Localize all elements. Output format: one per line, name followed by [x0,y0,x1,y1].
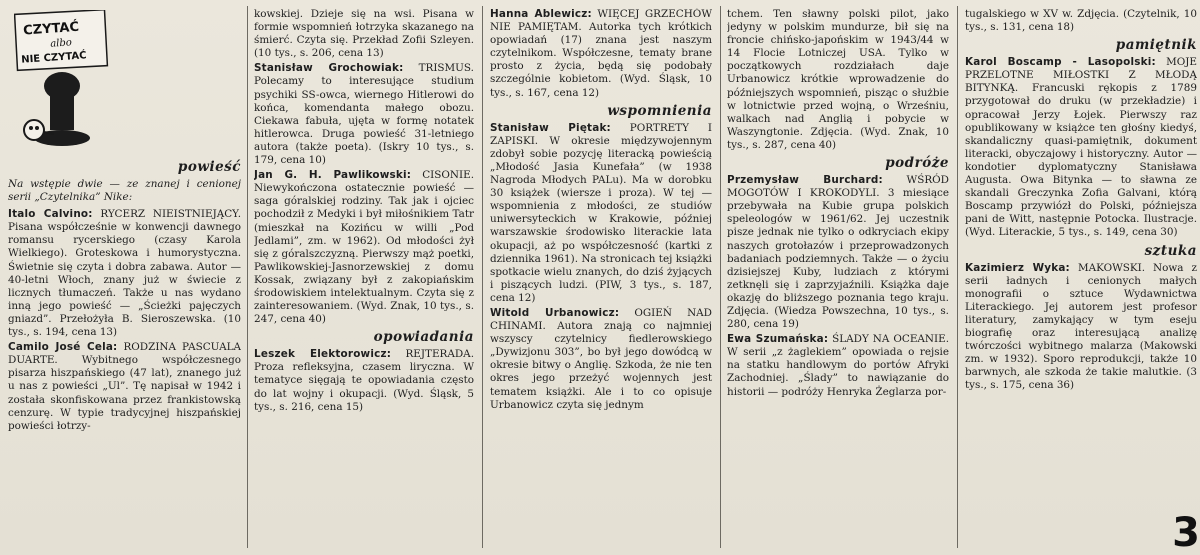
review-wyka [965,262,1197,393]
review-text: MOJE PRZELOTNE MIŁOSTKI Z MŁODĄ BITYNKĄ. Francuski rękopis z 1789 przygotował do druku (w przekładzie) i opracował Jerzy Łojek. Pierwszy raz opublikowany w książce ten głośny kiedyś, skandaliczny quasi-pamiętnik, dokument literacki, obyczajowy i historyczny. Autor — kondotier dyplomatyczny Stanisława Augusta. Owa Bitynka — to sławna ze skandali Greczynka Zofia Galvani, którą Boscamp przywiózł do Polski, późniejsza pani de Witt, następnie Potocka. Ilustracje. (Wyd. Literackie, 5 tys., s. 149, cena 30) [965,56,1197,239]
author-name: Przemysław Burchard: [727,174,883,187]
section-heading-powiesc: powieść [177,159,241,175]
review-cela [8,341,241,433]
author-name: Camilo José Cela: [8,341,118,354]
column-divider [957,6,958,548]
review-grochowiak [254,62,474,167]
intro-text: Na wstępie dwie — ze znanej i cenionej serii „Czytelnika” Nike: [8,178,241,204]
review-szumanska [727,333,949,398]
author-name: Ewa Szumańska: [727,333,829,346]
review-elektorowicz [254,348,474,413]
review-urbanowicz [490,307,712,412]
czytac-logo [14,10,110,156]
logo-line-1: CZYTAĆ [22,19,80,39]
review-continued: kowskiej. Dzieje się na wsi. Pisana w formie wspomnień łotrzyka skazanego na śmierć. Czyta się. Przekład Zofii Szleyen. (10 tys., s. 206, cena 13) [254,8,474,60]
logo-drawing [14,10,110,156]
column-divider [482,6,483,548]
section-heading-pamietnik: pamiętnik [1115,37,1197,54]
logo-line-3: NIE CZYTAĆ [20,50,87,66]
author-name: Kazimierz Wyka: [965,261,1070,274]
review-text: OGIEŃ NAD CHINAMI. Autora znają co najmniej wszyscy czytelnicy fiedlerowskiego „Dywizjonu 303”, bo był jego dowódcą w okresie bitwy o Anglię. Szkoda, że nie ten okres jego przeżyć wojennych jest tematem książki. Ale i to co opisuje Urbanowicz czyta się jednym [490,306,712,411]
review-text: WŚRÓD MOGOTÓW I KROKODYLI. 3 miesiące przebywała na Kubie grupa polskich speleologów w 1961/62. Jej uczestnik pisze jednak nie tylko o odkryciach ekipy naszych grotołazów i przeprowadzonych badaniach podziemnych. Także — o życiu dzisiejszej Kuby, ludziach z którymi zetknęli się i zaprzyjaźnili. Książka daje okazję do bliższego poznania tego kraju. Zdjęcia. (Wiedza Powszechna, 10 tys., s. 280, cena 19) [727,174,949,331]
column-divider [247,6,248,548]
column-1 [8,8,241,548]
review-text: CISONIE. Niewykończona ostatecznie powieść — saga góralskiej rodziny. Tak jak i ojciec pochodził z Medyki i był miłośnikiem Tatr (mieszkał na Kozińcu w willi „Pod Jedlami”, zm. w 1962). Od młodości żył się z góralszczyzną. Pierwszy mąż poetki, Pawlikowskiej-Jasnorzewskiej z domu Kossak, związany był z zakopiańskim środowiskiem intelektualnym. Czyta się z zainteresowaniem. (Wyd. Znak, 10 tys., s. 247, cena 40) [254,169,474,326]
column-2 [254,8,474,548]
page-number: 3 [1172,510,1200,555]
review-burchard [727,174,949,331]
column-divider [720,6,721,548]
author-name: Karol Boscamp - Lasopolski: [965,56,1156,69]
review-continued: tugalskiego w XV w. Zdjęcia. (Czytelnik, 10 tys., s. 131, cena 18) [965,8,1197,34]
section-heading-wspomnienia: wspomnienia [607,102,712,119]
column-4 [727,8,949,548]
author-name: Witold Urbanowicz: [490,306,620,319]
author-name: Hanna Ablewicz: [490,8,592,20]
section-heading-opowiadania: opowiadania [373,329,474,346]
author-name: Leszek Elektorowicz: [254,348,392,361]
review-pawlikowski [254,169,474,326]
review-text: ŚLADY NA OCEANIE. W serii „z żaglekiem” opowiada o rejsie na statku handlowym do portów Afryki Zachodniej. „Ślady” to nawiązanie do historii — podróży Henryka Żeglarza por- [727,333,949,398]
review-text: REJTERADA. Proza refleksyjna, czasem liryczna. W tematyce sięgają te opowiadania często do lat wojny i okupacji. (Wyd. Śląsk, 5 tys., s. 216, cena 15) [254,348,474,413]
section-heading-podroze: podróże [885,155,949,172]
column-5 [965,8,1197,548]
review-calvino [8,208,241,339]
review-continued: tchem. Ten sławny polski pilot, jako jedyny w polskim mundurze, bił się na froncie chińsko-japońskim w 1943/44 w 14 Flocie Lotniczej USA. Tylko w początkowych rozdziałach daje Urbanowicz krótkie wprowadzenie do późniejszych wspomnień, pisząc o służbie w lotnictwie przed wojną, o Wrześniu, walkach nad Anglią i pobycie w Waszyngtonie. Zdjęcia. (Wyd. Znak, 10 tys., s. 287, cena 40) [727,8,949,151]
author-name: Stanisław Piętak: [490,121,611,134]
author-name: Jan G. H. Pawlikowski: [254,169,412,182]
column-3 [490,8,712,548]
review-text: RYCERZ NIEISTNIEJĄCY. Pisana współcześnie w konwencji dawnego romansu rycerskiego (czasy Karola Wielkiego). Groteskowa i humorystyczna. Świetnie się czyta i dobra zabawa. Autor — 40-letni Włoch, znany już w świecie z licznych tłumaczeń. Także u nas wydano inną jego powieść — „Ścieżki pajęczych gniazd”. Przełożyła B. Sieroszewska. (10 tys., s. 194, cena 13) [8,208,241,339]
review-boscamp [965,56,1197,239]
review-text: WIĘCEJ GRZECHÓW NIE PAMIĘTAM. Autorka tych krótkich opowiadań (17) znana jest naszym czytelnikom. Współczesne, tematy brane prosto z życia, będą się podobały szczególnie kobietom. (Wyd. Śląsk, 10 tys., s. 167, cena 12) [490,8,712,99]
review-text: RODZINA PASCUALA DUARTE. Wybitnego współczesnego pisarza hiszpańskiego (47 lat), znanego już u nas z powieści „Ul”. Tę napisał w 1942 i została skonfiskowana przez frankistowską cenzurę. W typie tradycyjnej hiszpańskiej powieści łotrzy- [8,341,241,432]
logo-line-2: albo [49,37,73,50]
review-ablewicz [490,8,712,100]
section-heading-sztuka: sztuka [1144,242,1197,259]
review-text: TRISMUS. Polecamy to interesujące studium psychiki SS-owca, wiernego Hitlerowi do końca, komendanta małego obozu. Ciekawa fabuła, ujęta w formę notatek hitlerowca. Druga powieść 31-letniego autora (także poeta). (Iskry 10 tys., s. 179, cena 10) [254,62,474,167]
author-name: Italo Calvino: [8,208,93,221]
author-name: Stanisław Grochowiak: [254,62,404,75]
review-text: PORTRETY I ZAPISKI. W okresie międzywojennym zdobył sobie pozycję literacką powieścią „Młodość Jasia Kunefała” (w 1938 Nagroda Młodych PALu). Ma w dorobku 30 książek (wiersze i proza). W tej — wspomnienia z młodości, ze studiów uniwersyteckich w Krakowie, później warszawskie środowisko literackie lata okupacji, aż po współczesność (kartki z dziennika 1961). Na stronicach tej książki spotkacie wielu znanych, do dziś żyjących i piszących ludzi. (PIW, 3 tys., s. 187, cena 12) [490,121,712,304]
review-text: MAKOWSKI. Nowa z serii ładnych i cenionych małych monografii o sztuce Wydawnictwa Literackiego. Jej autorem jest profesor literatury, zamykający w tym eseju biografię oraz interesującą analizę twórczości wybitnego malarza (Makowski zm. w 1932). Sporo reprodukcji, także 10 barwnych, ale szkoda że takie malutkie. (3 tys., s. 175, cena 36) [965,261,1197,392]
review-pietak [490,122,712,305]
